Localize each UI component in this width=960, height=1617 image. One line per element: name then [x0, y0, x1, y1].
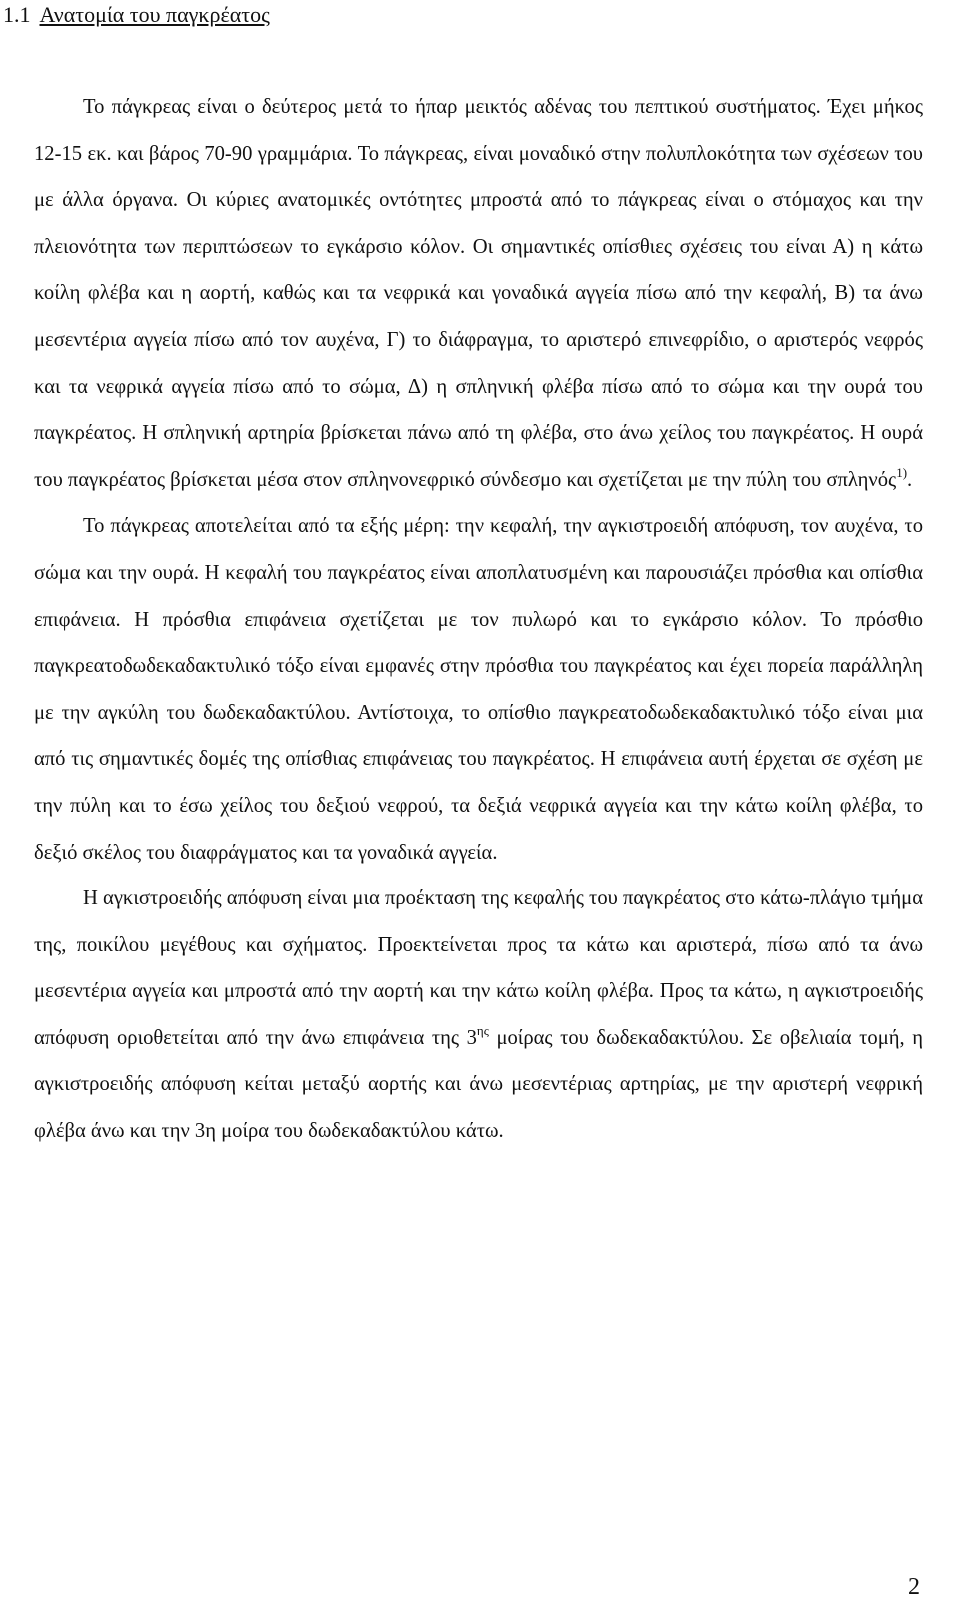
paragraph-3-end: μοίρας του δωδεκαδακτύλου. Σε οβελιαία τομή, η αγκιστροειδής απόφυση κείται μεταξύ αορτής και άνω μεσεντέριας αρτηρίας, με την αριστερή νεφρική φλέβα άνω και την 3η μοίρα του δωδεκαδακτύλου κάτω.	[34, 1026, 923, 1143]
page-number: 2	[908, 1574, 920, 1600]
section-heading	[3, 1, 270, 29]
ordinal-suffix: ης	[476, 1023, 489, 1039]
section-number: 1.1	[3, 2, 31, 27]
reference-marker: 1)	[896, 464, 908, 480]
paragraph-3-text: Η αγκιστροειδής απόφυση είναι μια προέκταση της κεφαλής του παγκρέατος στο κάτω-πλάγιο τμήμα της, ποικίλου μεγέθους και σχήματος. Προεκτείνεται προς τα κάτω και αριστερά, πίσω από τα άνω μεσεντέρια αγγεία και μπροστά από την αορτή και την κάτω κοίλη φλέβα. Προς τα κάτω, η αγκιστροειδής απόφυση οριοθετείται από την άνω επιφάνεια της 3	[34, 887, 923, 1049]
paragraph-1	[34, 84, 923, 503]
body-text	[34, 84, 923, 1155]
paragraph-2: Το πάγκρεας αποτελείται από τα εξής μέρη: την κεφαλή, την αγκιστροειδή απόφυση, τον αυχένα, το σώμα και την ουρά. Η κεφαλή του παγκρέατος είναι αποπλατυσμένη και παρουσιάζει πρόσθια και οπίσθια επιφάνεια. Η πρόσθια επιφάνεια σχετίζεται με τον πυλωρό και το εγκάρσιο κόλον. Το πρόσθιο παγκρεατοδωδεκαδακτυλικό τόξο είναι εμφανές στην πρόσθια του παγκρέατος και έχει πορεία παράλληλη με την αγκύλη του δωδεκαδακτύλου. Αντίστοιχα, το οπίσθιο παγκρεατοδωδεκαδακτυλικό τόξο είναι μια από τις σημαντικές δομές της οπίσθιας επιφάνειας του παγκρέατος. Η επιφάνεια αυτή έρχεται σε σχέση με την πύλη και το έσω χείλος του δεξιού νεφρού, τα δεξιά νεφρικά αγγεία και την κάτω κοίλη φλέβα, το δεξιό σκέλος του διαφράγματος και τα γοναδικά αγγεία.	[34, 515, 923, 864]
paragraph-1-text: Το πάγκρεας είναι ο δεύτερος μετά το ήπαρ μεικτός αδένας του πεπτικού συστήματος. Έχει μήκος 12-15 εκ. και βάρος 70-90 γραμμάρια. Το πάγκρεας, είναι μοναδικό στην πολυπλοκότητα των σχέσεων του με άλλα όργανα. Οι κύριες ανατομικές οντότητες μπροστά από το πάγκρεας είναι ο στόμαχος και την πλειονότητα των περιπτώσεων το εγκάρσιο κόλον. Οι σημαντικές οπίσθιες σχέσεις του είναι Α) η κάτω κοίλη φλέβα και η αορτή, καθώς και τα νεφρικά και γοναδικά αγγεία πίσω από την κεφαλή, Β) τα άνω μεσεντέρια αγγεία πίσω από τον αυχένα, Γ) το διάφραγμα, το αριστερό επινεφρίδιο, ο αριστερός νεφρός και τα νεφρικά αγγεία πίσω από το σώμα, Δ) η σπληνική φλέβα πίσω από το σώμα και την ουρά του παγκρέατος. Η σπληνική αρτηρία βρίσκεται πάνω από τη φλέβα, στο άνω χείλος του παγκρέατος. Η ουρά του παγκρέατος βρίσκεται μέσα στον σπληνονεφρικό σύνδεσμο και σχετίζεται με την πύλη του σπληνός	[34, 96, 923, 491]
section-title: Ανατομία του παγκρέατος	[39, 2, 270, 27]
paragraph-1-end: .	[907, 468, 913, 491]
paragraph-3	[34, 875, 923, 1155]
